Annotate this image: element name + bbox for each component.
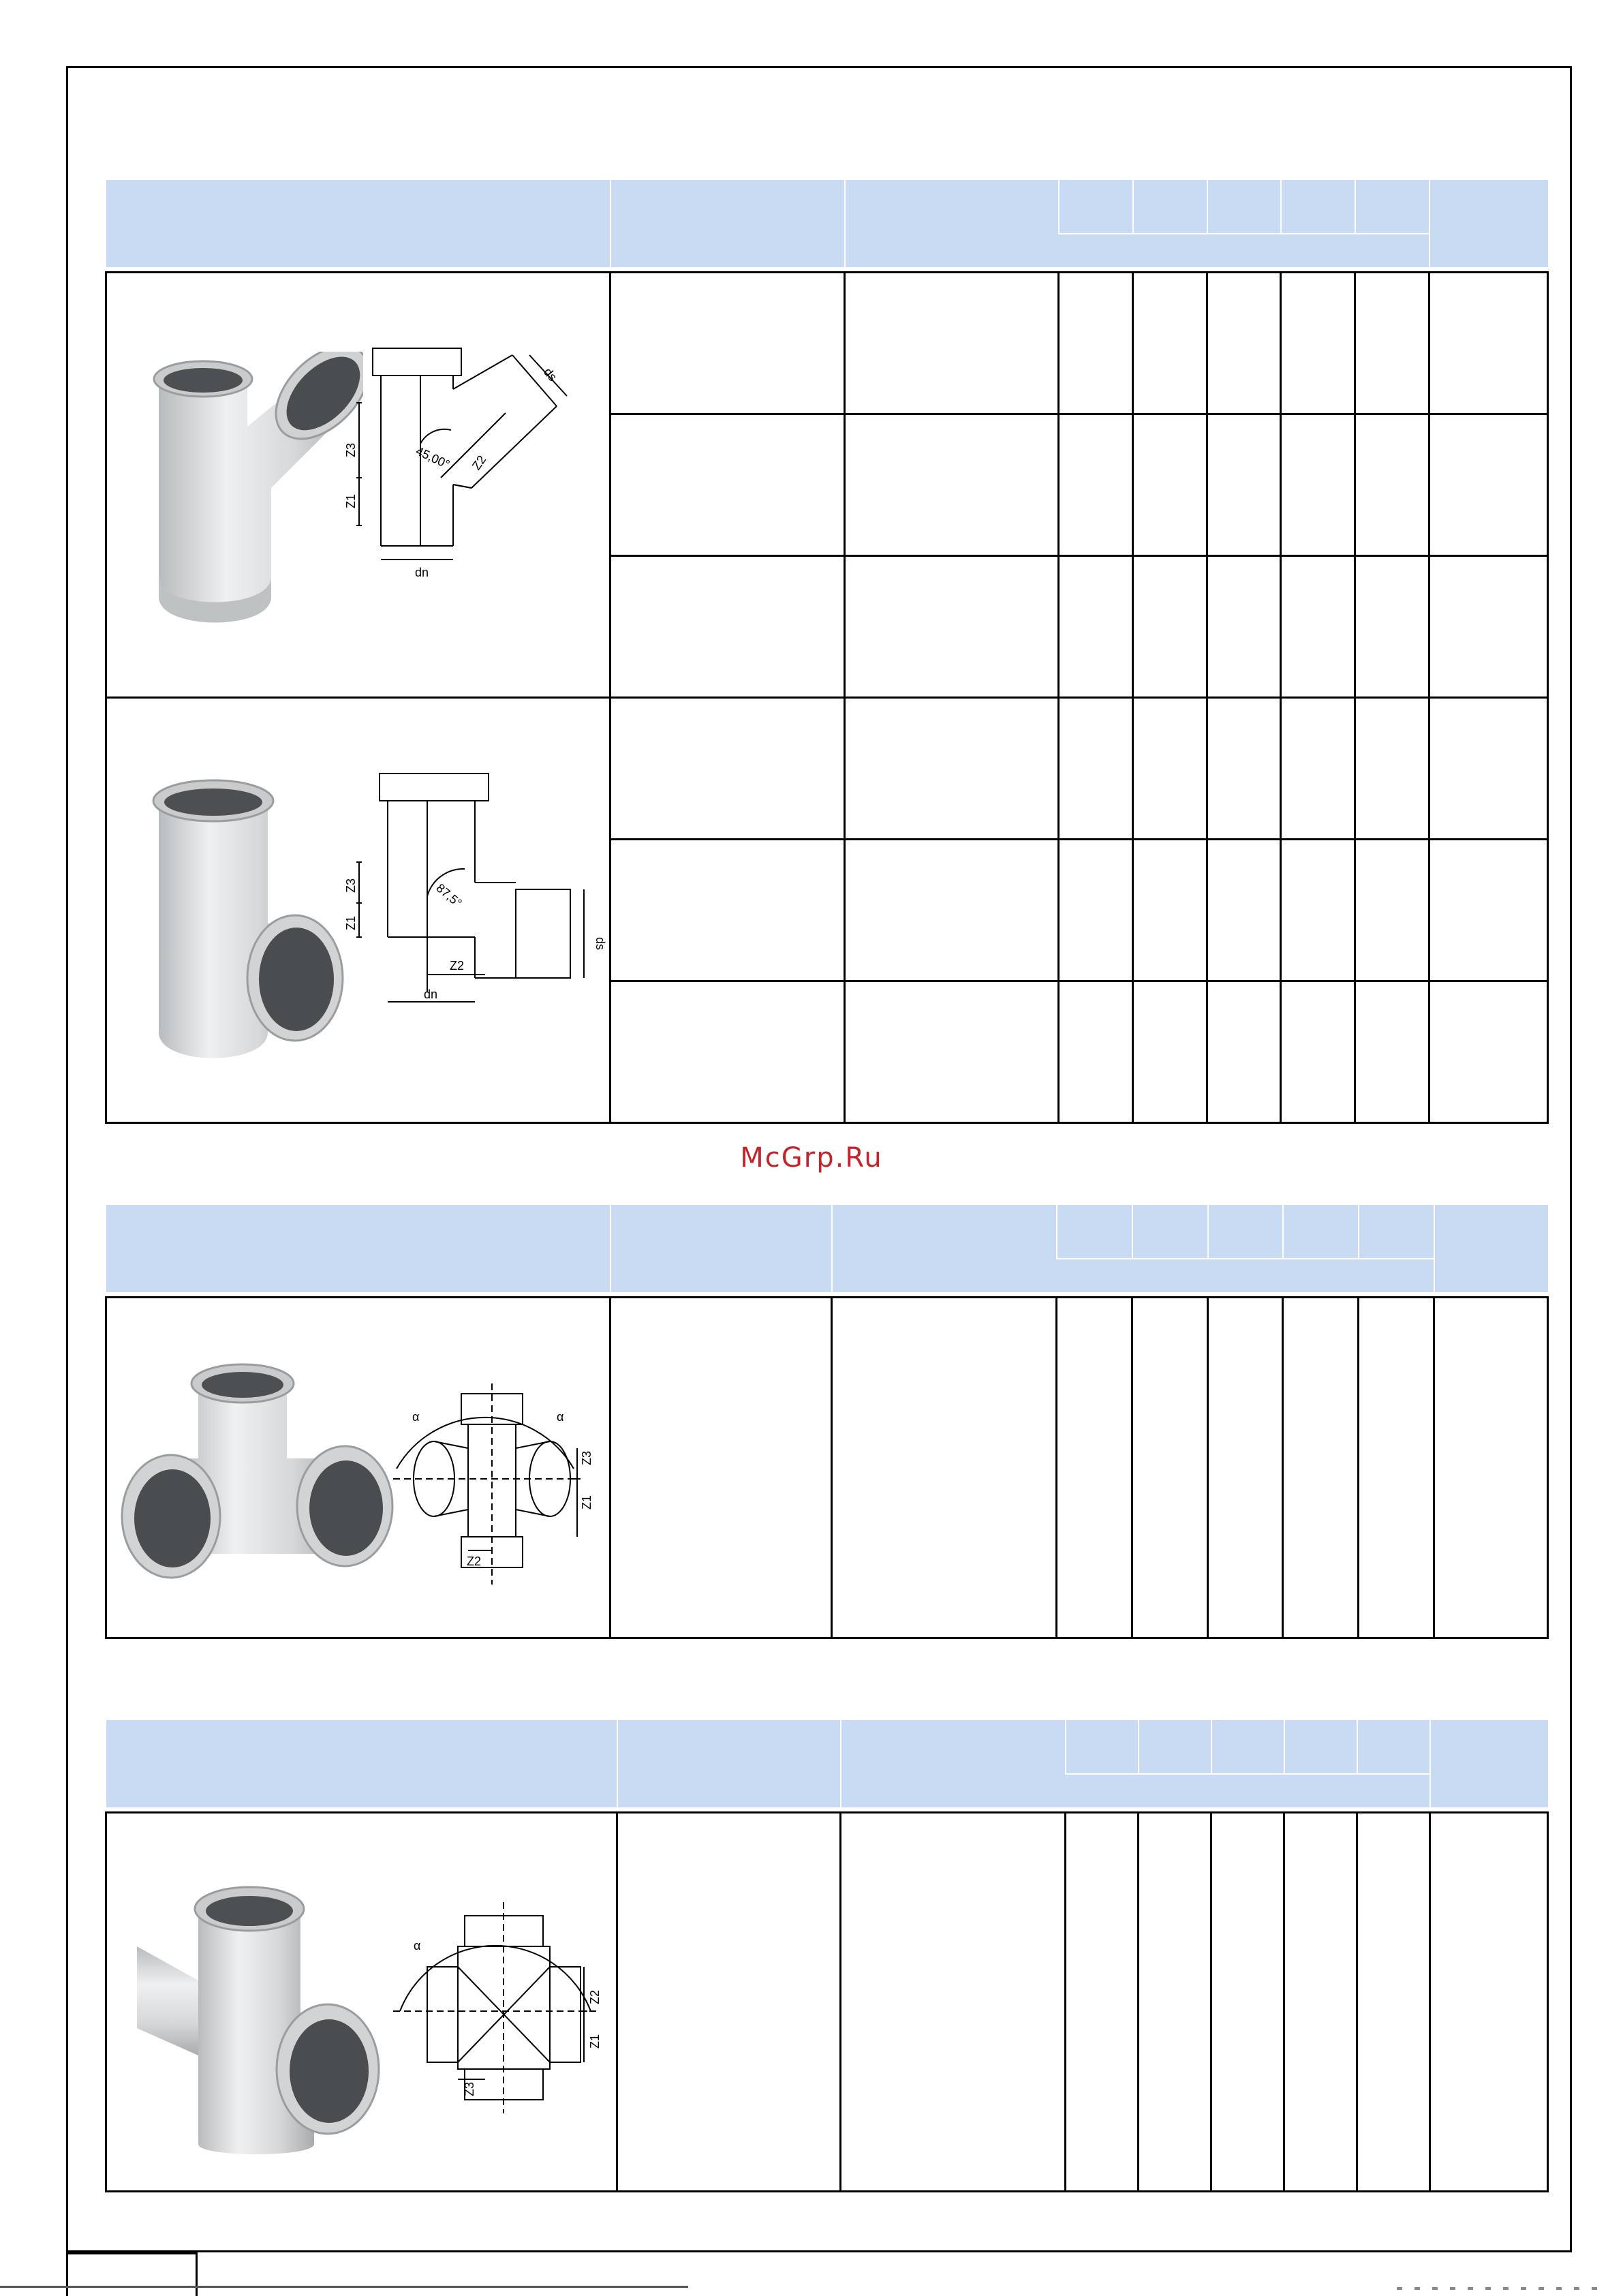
cell	[610, 414, 845, 556]
cell	[845, 273, 1059, 414]
product-cell-corner-cross	[106, 1298, 610, 1638]
cell	[841, 1813, 1066, 2192]
cell	[1133, 981, 1207, 1123]
header-cell	[1434, 1205, 1548, 1292]
cell	[610, 840, 845, 981]
dim-z1: Z1	[588, 2034, 602, 2049]
double-cross-photo	[117, 1871, 403, 2158]
dim-angle: 87,5°	[433, 881, 465, 910]
cell	[1059, 414, 1133, 556]
cell	[1281, 414, 1355, 556]
spec-table-corner-cross	[105, 1205, 1549, 1639]
header-cell	[1066, 1720, 1139, 1774]
product-cell-double-cross	[106, 1813, 617, 2192]
tee-87-drawing	[339, 767, 611, 1012]
cell	[1429, 981, 1548, 1123]
header-cell	[106, 1720, 617, 1807]
cell	[610, 273, 845, 414]
header-cell	[617, 1720, 841, 1807]
header-subcell	[1066, 1774, 1430, 1807]
cell	[1059, 981, 1133, 1123]
dim-dn: dn	[415, 566, 429, 579]
cell	[617, 1813, 841, 2192]
cell	[1133, 414, 1207, 556]
header-cell	[845, 180, 1059, 267]
header-cell	[1355, 180, 1429, 234]
header-cell	[1359, 1205, 1434, 1259]
footer-dots	[1397, 2287, 1601, 2290]
cell	[1355, 556, 1429, 698]
header-cell	[1284, 1720, 1357, 1774]
cell	[1355, 414, 1429, 556]
cell	[1429, 273, 1548, 414]
cell	[1283, 1298, 1359, 1638]
cell	[1281, 698, 1355, 840]
cell	[1429, 840, 1548, 981]
header-subcell	[1059, 234, 1429, 267]
dim-z2: Z2	[588, 1989, 602, 2004]
dim-z3: Z3	[580, 1450, 593, 1465]
cell	[1355, 840, 1429, 981]
cell	[845, 698, 1059, 840]
dim-z3: Z3	[344, 878, 358, 893]
header-cell	[1208, 1205, 1283, 1259]
dim-angle: 45,00°	[414, 444, 452, 472]
dim-ds: ds	[540, 365, 560, 384]
cell	[1133, 273, 1207, 414]
cell	[1133, 840, 1207, 981]
header-cell	[1283, 1205, 1359, 1259]
header-subcell	[1057, 1259, 1434, 1292]
cell	[610, 556, 845, 698]
header-cell	[106, 1205, 610, 1292]
cell	[1133, 698, 1207, 840]
page-number-tab	[66, 2252, 198, 2296]
header-cell	[1059, 180, 1133, 234]
cell	[1355, 273, 1429, 414]
watermark: McGrp.Ru	[740, 1142, 883, 1174]
cell	[610, 1298, 832, 1638]
tee-45-photo	[118, 352, 363, 638]
header-cell	[1429, 180, 1548, 267]
header-cell	[1430, 1720, 1548, 1807]
header-cell	[1132, 1205, 1208, 1259]
cell	[610, 981, 845, 1123]
cell	[1357, 1813, 1430, 2192]
cell	[1059, 840, 1133, 981]
header-cell	[1139, 1720, 1211, 1774]
cell	[1059, 556, 1133, 698]
cell	[610, 698, 845, 840]
dim-alpha: α	[414, 1939, 421, 1953]
header-cell	[1211, 1720, 1284, 1774]
cell	[1057, 1298, 1132, 1638]
double-cross-drawing	[386, 1895, 611, 2120]
cell	[1284, 1813, 1357, 2192]
spec-table-double-cross	[105, 1720, 1549, 2192]
tee-87-photo	[118, 767, 363, 1067]
cell	[1355, 698, 1429, 840]
cell	[1208, 1298, 1283, 1638]
dim-z1: Z1	[344, 493, 358, 508]
dim-alpha-right: α	[557, 1410, 564, 1424]
dim-z3: Z3	[344, 442, 358, 457]
cell	[1211, 1813, 1284, 2192]
header-cell	[1057, 1205, 1132, 1259]
cell	[1355, 981, 1429, 1123]
cell	[1207, 698, 1281, 840]
cell	[1059, 273, 1133, 414]
cell	[1139, 1813, 1211, 2192]
dim-z2: Z2	[469, 453, 489, 473]
corner-cross-drawing	[386, 1380, 604, 1605]
cell	[1207, 273, 1281, 414]
cell	[1207, 981, 1281, 1123]
header-cell	[610, 180, 845, 267]
dim-alpha-left: α	[412, 1410, 420, 1424]
dim-z1: Z1	[580, 1495, 593, 1510]
cell	[1281, 556, 1355, 698]
header-cell	[1357, 1720, 1430, 1774]
dim-z1: Z1	[344, 915, 358, 930]
header-cell	[1133, 180, 1207, 234]
product-cell-tee-45	[106, 273, 610, 698]
tee-45-drawing	[339, 341, 598, 587]
dim-z2: Z2	[467, 1555, 482, 1568]
dim-dn: dn	[424, 988, 438, 1001]
header-cell	[832, 1205, 1057, 1292]
cell	[1281, 981, 1355, 1123]
header-cell	[1207, 180, 1281, 234]
cell	[1429, 414, 1548, 556]
cell	[1207, 414, 1281, 556]
cell	[845, 414, 1059, 556]
cell	[1066, 1813, 1139, 2192]
spec-table-tees	[105, 180, 1549, 1124]
cell	[1281, 840, 1355, 981]
cell	[1429, 698, 1548, 840]
cell	[1430, 1813, 1548, 2192]
cell	[845, 556, 1059, 698]
cell	[1429, 556, 1548, 698]
cell	[1133, 556, 1207, 698]
cell	[1359, 1298, 1434, 1638]
cell	[845, 840, 1059, 981]
cell	[1434, 1298, 1548, 1638]
bottom-rule	[0, 2286, 688, 2288]
cell	[845, 981, 1059, 1123]
header-cell	[106, 180, 610, 267]
corner-cross-photo	[117, 1356, 403, 1608]
cell	[1207, 556, 1281, 698]
header-cell	[841, 1720, 1066, 1807]
cell	[832, 1298, 1057, 1638]
cell	[1207, 840, 1281, 981]
cell	[1059, 698, 1133, 840]
dim-z3: Z3	[463, 2081, 476, 2096]
cell	[1132, 1298, 1208, 1638]
dim-z2: Z2	[450, 959, 465, 973]
header-cell	[1281, 180, 1355, 234]
cell	[1281, 273, 1355, 414]
dim-ds: ds	[593, 937, 607, 951]
product-cell-tee-87	[106, 698, 610, 1123]
header-cell	[610, 1205, 832, 1292]
